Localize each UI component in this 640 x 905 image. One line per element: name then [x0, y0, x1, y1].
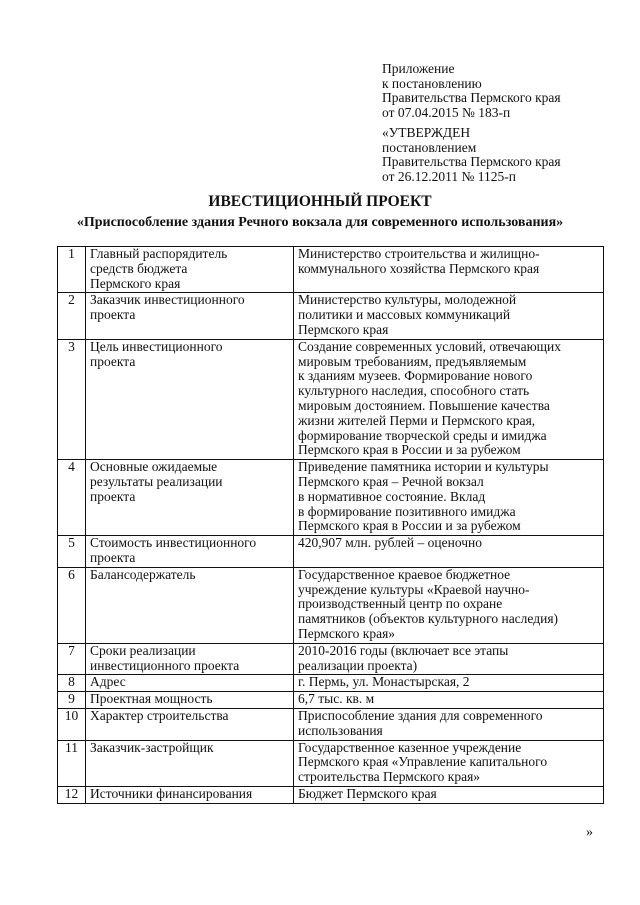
row-label: Цель инвестиционного проекта — [90, 338, 223, 369]
table-row — [58, 339, 604, 459]
row-value-cell — [294, 460, 604, 536]
row-value: 420,907 млн. рублей – оценочно — [298, 535, 482, 551]
row-label: Адрес — [90, 674, 126, 690]
row-number: 10 — [64, 707, 79, 723]
row-value: г. Пермь, ул. Монастырская, 2 — [298, 674, 470, 690]
row-value: Бюджет Пермского края — [298, 785, 437, 801]
approval-header — [382, 126, 561, 184]
row-number: 4 — [68, 459, 75, 475]
row-number-cell — [58, 247, 86, 293]
row-label-cell — [86, 740, 294, 786]
row-value: Министерство строительства и жилищно- коммунального хозяйства Пермского края — [298, 246, 540, 276]
row-number: 6 — [68, 566, 75, 582]
row-value-cell — [294, 692, 604, 709]
row-number-cell — [58, 567, 86, 643]
row-value-cell — [294, 675, 604, 692]
row-value-cell — [294, 339, 604, 459]
row-value-cell — [294, 786, 604, 803]
appendix-header — [382, 62, 561, 120]
row-number-cell — [58, 692, 86, 709]
closing-quote: » — [586, 825, 593, 840]
row-label-cell — [86, 708, 294, 740]
row-number: 7 — [68, 642, 75, 658]
row-label: Сроки реализации инвестиционного проекта — [90, 642, 240, 673]
appendix-line: от 07.04.2015 № 183-п — [382, 104, 511, 120]
appendix-line: к постановлению — [382, 75, 482, 91]
approval-line: постановлением — [382, 139, 477, 155]
row-value-cell — [294, 740, 604, 786]
appendix-line: Приложение — [382, 61, 455, 76]
row-label-cell — [86, 460, 294, 536]
table-row — [58, 567, 604, 643]
table-row — [58, 692, 604, 709]
table-row — [58, 460, 604, 536]
approval-line: Правительства Пермского края — [382, 154, 561, 169]
row-label-cell — [86, 567, 294, 643]
row-number-cell — [58, 339, 86, 459]
row-value-cell — [294, 536, 604, 568]
row-number-cell — [58, 740, 86, 786]
row-number: 1 — [68, 246, 75, 261]
row-label-cell — [86, 339, 294, 459]
row-value: Министерство культуры, молодежной политики и массовых коммуникаций Пермского края — [298, 292, 517, 337]
row-value: Государственное краевое бюджетное учреждение культуры «Краевой научно- производственный центр по охране памятников (объектов культурного наследия) Пермского края» — [298, 566, 559, 641]
row-number: 9 — [68, 691, 75, 707]
row-number-cell — [58, 536, 86, 568]
row-label-cell — [86, 675, 294, 692]
row-label: Источники финансирования — [90, 785, 253, 801]
row-number: 12 — [64, 785, 79, 801]
row-value-cell — [294, 293, 604, 339]
row-number: 3 — [68, 338, 75, 354]
row-number-cell — [58, 460, 86, 536]
table-body — [58, 247, 604, 804]
row-label-cell — [86, 786, 294, 803]
table-row — [58, 536, 604, 568]
table-row — [58, 643, 604, 675]
document-subtitle: «Приспособление здания Речного вокзала для современного использования» — [76, 215, 564, 230]
row-label: Основные ожидаемые результаты реализации проекта — [90, 459, 223, 504]
row-label: Главный распорядитель средств бюджета Пермского края — [90, 246, 228, 291]
row-label: Стоимость инвестиционного проекта — [90, 535, 257, 565]
row-number: 5 — [68, 535, 75, 551]
row-label: Балансодержатель — [90, 566, 196, 582]
row-value-cell — [294, 567, 604, 643]
row-label-cell — [86, 692, 294, 709]
project-passport-table — [57, 246, 604, 804]
row-value: Создание современных условий, отвечающих мировым требованиям, предъявляемым к зданиям музеев. Формирование нового культурного наследия, способного стать мировым достоянием. Повышение качества жизни жителей Перми и Пермского края, формирование творческой среды и имиджа Пермского края в России и за рубежом — [298, 338, 562, 458]
row-label: Заказчик-застройщик — [90, 739, 214, 755]
approval-line: «УТВЕРЖДЕН — [382, 125, 471, 140]
row-number-cell — [58, 643, 86, 675]
row-label: Характер строительства — [90, 707, 229, 723]
row-label: Заказчик инвестиционного проекта — [90, 292, 245, 323]
document-title: ИВЕСТИЦИОННЫЙ ПРОЕКТ — [208, 193, 432, 210]
table-row — [58, 293, 604, 339]
row-number: 11 — [65, 739, 78, 755]
row-value: Приспособление здания для современного использования — [298, 707, 543, 738]
row-number-cell — [58, 675, 86, 692]
approval-line: от 26.12.2011 № 1125-п — [382, 168, 516, 184]
row-label-cell — [86, 293, 294, 339]
table-row — [58, 786, 604, 803]
row-label-cell — [86, 247, 294, 293]
row-label: Проектная мощность — [90, 691, 213, 707]
table-row — [58, 740, 604, 786]
table-row — [58, 708, 604, 740]
row-label-cell — [86, 643, 294, 675]
table-row — [58, 675, 604, 692]
row-number-cell — [58, 786, 86, 803]
row-value: 6,7 тыс. кв. м — [298, 691, 375, 707]
table-row — [58, 247, 604, 293]
row-value-cell — [294, 643, 604, 675]
row-label-cell — [86, 536, 294, 568]
row-value: Приведение памятника истории и культуры Пермского края – Речной вокзал в нормативное состояние. Вклад в формирование позитивного имиджа Пермского края в России и за рубежом — [298, 459, 549, 534]
row-value: 2010-2016 годы (включает все этапы реализации проекта) — [298, 642, 509, 673]
row-number-cell — [58, 708, 86, 740]
row-value-cell — [294, 708, 604, 740]
row-value: Государственное казенное учреждение Пермского края «Управление капитального строительства Пермского края» — [298, 739, 548, 785]
row-number-cell — [58, 293, 86, 339]
appendix-line: Правительства Пермского края — [382, 90, 561, 105]
row-number: 8 — [68, 674, 75, 690]
row-value-cell — [294, 247, 604, 293]
row-number: 2 — [68, 292, 75, 308]
